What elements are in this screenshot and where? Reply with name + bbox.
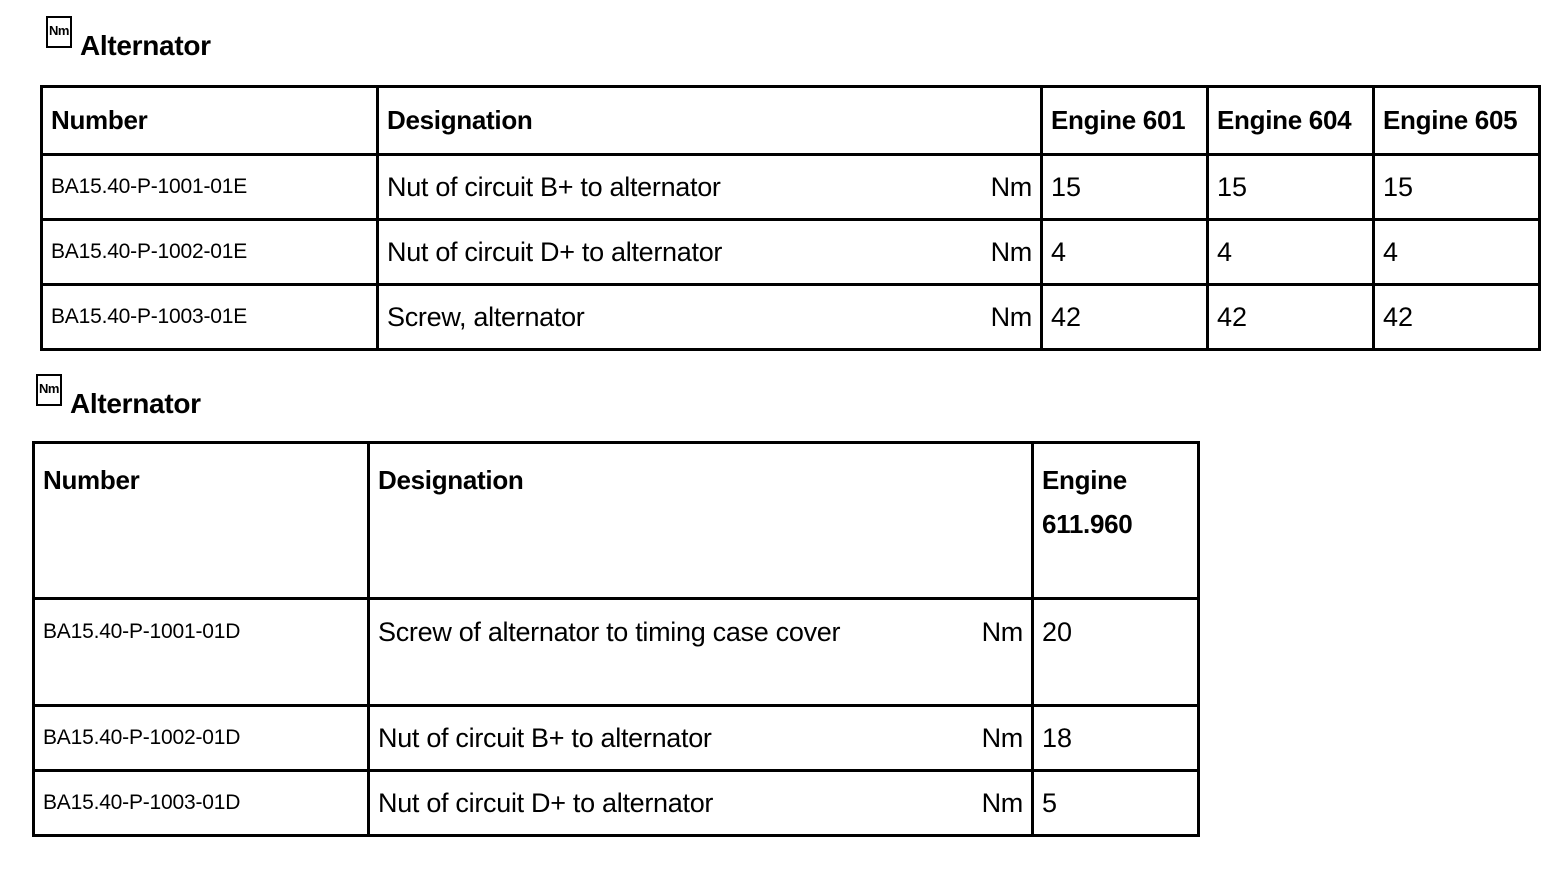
torque-nm-icon: Nm — [46, 16, 72, 48]
unit-label: Nm — [990, 301, 1032, 332]
value-engine-601: 42 — [1042, 285, 1208, 350]
table-header-row — [42, 87, 1540, 155]
table-row — [42, 285, 1540, 350]
unit-label: Nm — [981, 722, 1023, 753]
section-title-2 — [36, 381, 201, 420]
part-number: BA15.40-P-1002-01D — [34, 706, 369, 771]
unit-label: Nm — [990, 236, 1032, 267]
header-number: Number — [42, 87, 378, 155]
value-engine-601: 15 — [1042, 155, 1208, 220]
header-engine-604: Engine 604 — [1208, 87, 1374, 155]
value-engine-605: 42 — [1374, 285, 1540, 350]
value-engine-605: 15 — [1374, 155, 1540, 220]
torque-table-1 — [40, 85, 1541, 351]
part-number: BA15.40-P-1002-01E — [42, 220, 378, 285]
header-designation: Designation — [378, 87, 1042, 155]
torque-table-2 — [32, 441, 1200, 837]
value-engine-604: 42 — [1208, 285, 1374, 350]
designation-text: Nut of circuit B+ to alternator — [378, 722, 712, 753]
part-number: BA15.40-P-1003-01D — [34, 771, 369, 836]
unit-label: Nm — [981, 617, 1023, 647]
section-title-text: Alternator — [79, 30, 211, 61]
designation-cell — [378, 155, 1042, 220]
table-header-row — [34, 443, 1199, 599]
designation-text: Nut of circuit D+ to alternator — [378, 787, 714, 818]
value-engine-611-960: 18 — [1033, 706, 1199, 771]
header-engine-611-960: Engine 611.960 — [1033, 443, 1199, 599]
table-row — [34, 771, 1199, 836]
header-designation: Designation — [369, 443, 1033, 599]
designation-cell — [369, 706, 1033, 771]
section-title-1 — [46, 23, 211, 62]
value-engine-604: 4 — [1208, 220, 1374, 285]
part-number: BA15.40-P-1001-01D — [34, 599, 369, 706]
unit-label: Nm — [990, 171, 1032, 202]
designation-cell — [378, 220, 1042, 285]
table-row — [34, 706, 1199, 771]
value-engine-604: 15 — [1208, 155, 1374, 220]
designation-cell — [369, 771, 1033, 836]
value-engine-601: 4 — [1042, 220, 1208, 285]
value-engine-605: 4 — [1374, 220, 1540, 285]
value-engine-611-960: 20 — [1033, 599, 1199, 706]
part-number: BA15.40-P-1001-01E — [42, 155, 378, 220]
designation-text: Screw, alternator — [387, 301, 585, 332]
designation-text: Screw of alternator to timing case cover — [378, 617, 841, 647]
designation-cell — [378, 285, 1042, 350]
part-number: BA15.40-P-1003-01E — [42, 285, 378, 350]
designation-text: Nut of circuit D+ to alternator — [387, 236, 723, 267]
header-number: Number — [34, 443, 369, 599]
table-row — [42, 220, 1540, 285]
header-engine-601: Engine 601 — [1042, 87, 1208, 155]
torque-nm-icon: Nm — [36, 374, 62, 406]
table-row — [42, 155, 1540, 220]
table-row — [34, 599, 1199, 706]
unit-label: Nm — [981, 787, 1023, 818]
header-engine-605: Engine 605 — [1374, 87, 1540, 155]
section-title-text: Alternator — [69, 388, 201, 419]
designation-cell — [369, 599, 1033, 706]
designation-text: Nut of circuit B+ to alternator — [387, 171, 721, 202]
value-engine-611-960: 5 — [1033, 771, 1199, 836]
